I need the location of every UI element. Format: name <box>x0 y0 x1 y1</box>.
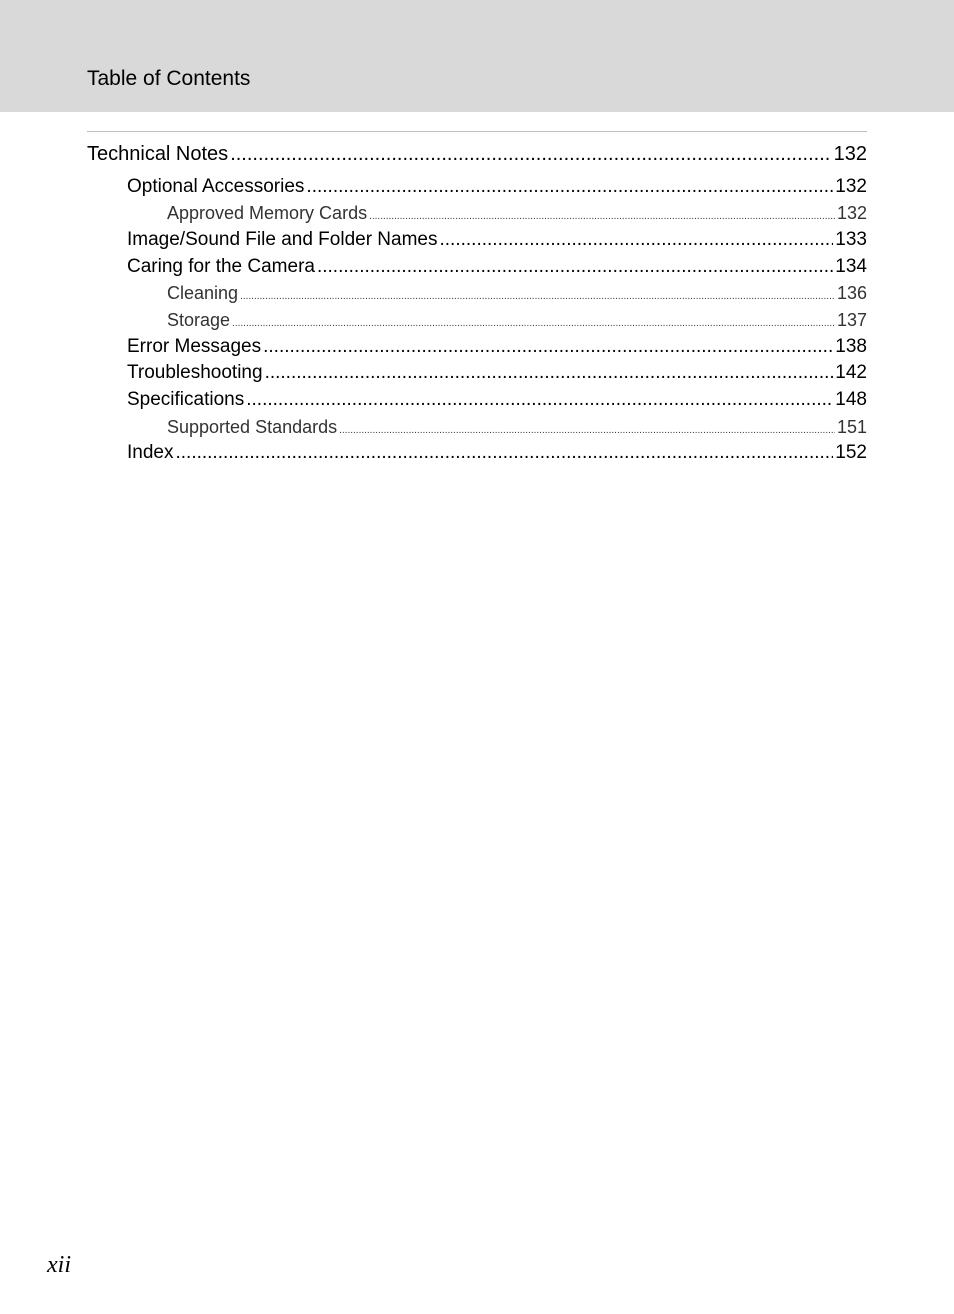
toc-entry-image-sound-file-and-folder-names[interactable] <box>127 228 867 252</box>
toc-dot-leader <box>306 175 833 199</box>
toc-entry-index[interactable] <box>127 441 867 465</box>
toc-entry-specifications[interactable] <box>127 388 867 412</box>
toc-entry-label: Specifications <box>127 389 245 410</box>
toc-entry-label: Image/Sound File and Folder Names <box>127 229 438 250</box>
toc-entry-page: 132 <box>835 176 867 197</box>
toc-entry-page: 133 <box>835 229 867 250</box>
toc-dot-leader <box>339 420 835 442</box>
toc-entry-page: 138 <box>835 336 867 357</box>
toc-entry-label: Index <box>127 442 174 463</box>
toc-entry-page: 152 <box>835 442 867 463</box>
toc-entry-page: 148 <box>835 389 867 410</box>
page-number: xii <box>47 1252 71 1278</box>
toc-dot-leader <box>230 142 831 166</box>
toc-dot-leader <box>317 255 833 279</box>
toc-entry-label: Storage <box>167 310 231 330</box>
toc-entry-storage[interactable] <box>167 309 867 335</box>
toc-dot-leader <box>369 206 835 228</box>
toc-entry-page: 132 <box>833 143 867 165</box>
toc-entry-label: Cleaning <box>167 283 239 303</box>
toc-entry-page: 142 <box>835 362 867 383</box>
toc-entry-label: Optional Accessories <box>127 176 305 197</box>
header-rule <box>87 131 867 132</box>
page-title: Table of Contents <box>87 67 251 90</box>
toc-entry-page: 137 <box>836 310 867 330</box>
toc-entry-technical-notes[interactable] <box>87 142 867 166</box>
toc-entry-approved-memory-cards[interactable] <box>167 202 867 228</box>
toc-dot-leader <box>265 361 834 385</box>
toc-entry-label: Supported Standards <box>167 417 338 437</box>
toc-entry-supported-standards[interactable] <box>167 416 867 442</box>
toc-entry-label: Caring for the Camera <box>127 256 315 277</box>
toc-entry-label: Troubleshooting <box>127 362 263 383</box>
toc-entry-optional-accessories[interactable] <box>127 175 867 199</box>
toc-dot-leader <box>246 388 833 412</box>
toc-entry-label: Error Messages <box>127 336 262 357</box>
header-band <box>0 0 954 112</box>
toc-entry-label: Approved Memory Cards <box>167 203 368 223</box>
toc-entry-page: 132 <box>836 203 867 223</box>
toc-dot-leader <box>232 313 835 335</box>
toc-dot-leader <box>440 228 834 252</box>
toc-dot-leader <box>175 441 833 465</box>
toc-entry-page: 136 <box>836 283 867 303</box>
toc-entry-page: 151 <box>836 417 867 437</box>
toc-entry-error-messages[interactable] <box>127 335 867 359</box>
toc-entry-label: Technical Notes <box>87 143 229 165</box>
toc-entry-caring-for-the-camera[interactable] <box>127 255 867 279</box>
toc-dot-leader <box>263 335 833 359</box>
toc-entry-troubleshooting[interactable] <box>127 361 867 385</box>
toc-entry-cleaning[interactable] <box>167 282 867 308</box>
toc-dot-leader <box>240 286 835 308</box>
toc-entry-page: 134 <box>835 256 867 277</box>
